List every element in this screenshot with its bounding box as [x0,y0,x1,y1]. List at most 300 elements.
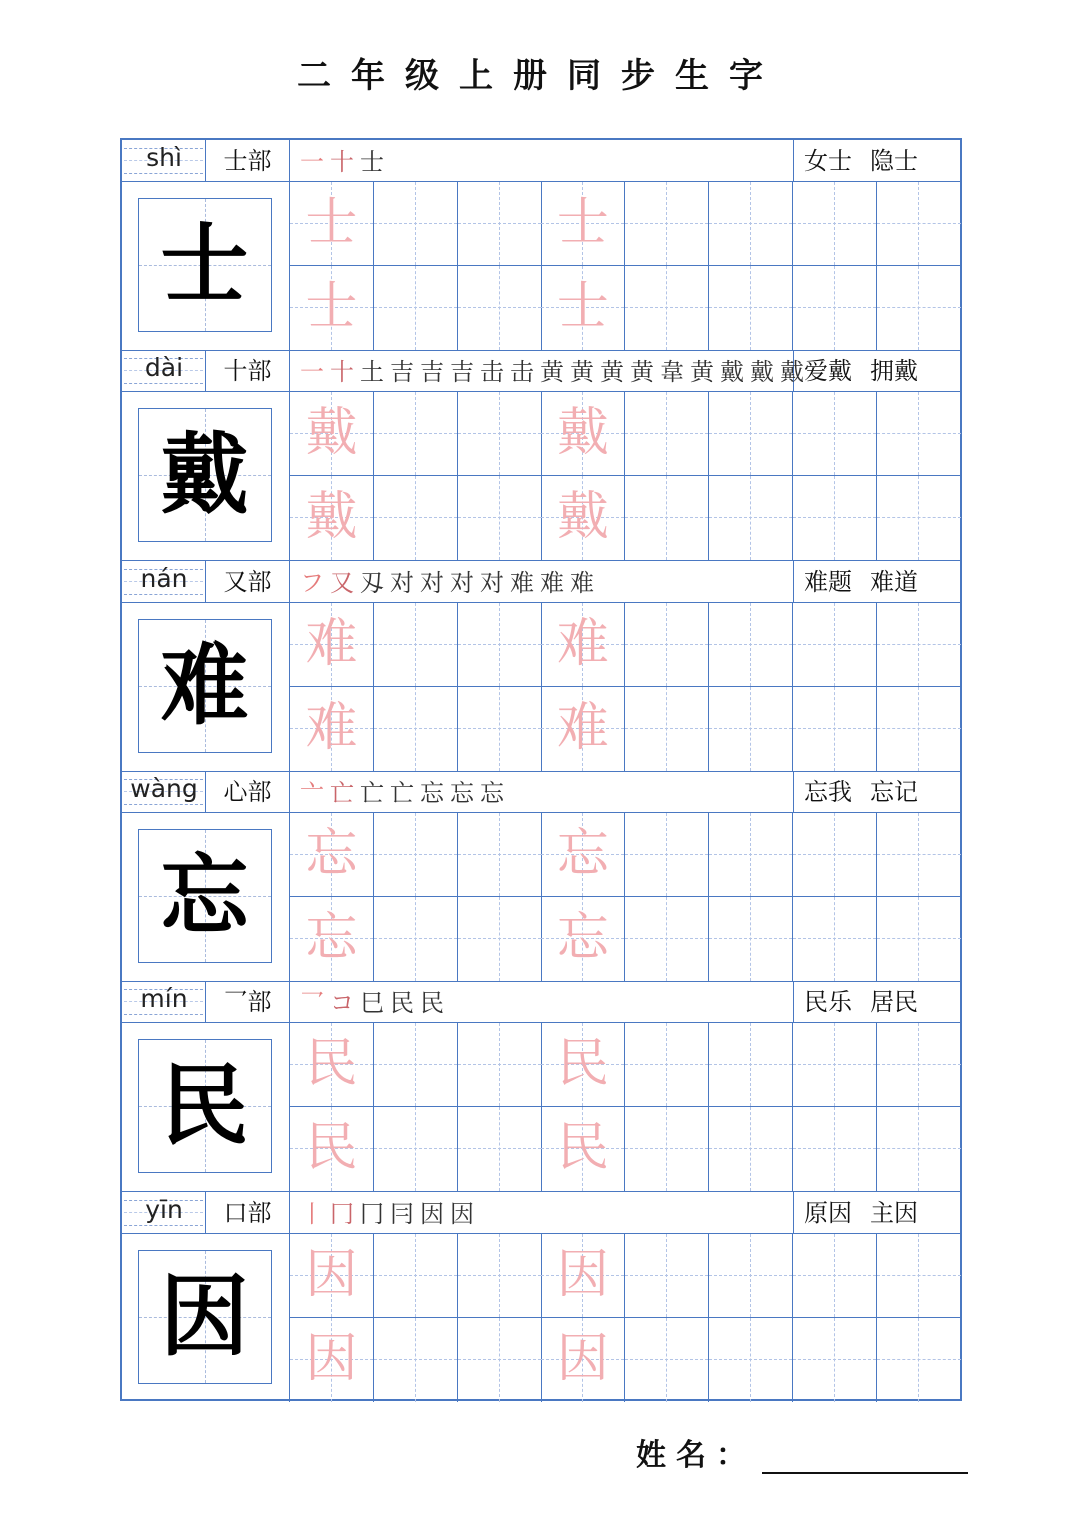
character-block [122,771,960,982]
practice-cell[interactable] [541,813,625,897]
cell-guide-vertical [499,813,500,896]
practice-cell[interactable] [793,476,877,560]
practice-grid [290,603,960,771]
practice-cell[interactable] [877,1107,961,1191]
cell-guide-vertical [666,1023,667,1106]
cell-guide-vertical [750,687,751,771]
practice-cell[interactable] [793,392,877,476]
cell-guide-horizontal [877,1064,961,1065]
practice-sheet [120,138,962,1401]
stroke-step: 忘 [420,778,444,807]
practice-cell[interactable] [290,476,374,560]
tracing-character: 因 [556,1244,609,1305]
stroke-step: 士 [360,148,384,176]
practice-cell[interactable] [709,1318,793,1402]
stroke-step: 亠 [300,778,324,807]
pinyin-cell [122,981,206,1023]
cell-guide-vertical [415,392,416,475]
stroke-order [290,1192,794,1234]
practice-cell[interactable] [625,266,709,350]
tracing-character: 士 [556,277,609,337]
main-character-area [122,813,290,981]
cell-guide-vertical [834,813,835,896]
tracing-character: 士 [305,193,358,253]
character-block [122,350,960,561]
cell-guide-horizontal [877,1359,961,1360]
stroke-step: 黄 [540,358,564,387]
tracing-character: 忘 [305,907,358,968]
practice-cell[interactable] [374,1234,458,1318]
practice-cell[interactable] [709,476,793,560]
cell-guide-vertical [666,182,667,265]
practice-cell[interactable] [374,182,458,266]
stroke-step: 戴 [720,358,744,387]
tracing-character: 民 [556,1034,609,1095]
practice-cell[interactable] [709,687,793,771]
main-character-area [122,1234,290,1402]
practice-cell[interactable] [877,813,961,897]
stroke-step: 因 [450,1199,474,1228]
practice-cell[interactable] [374,813,458,897]
stroke-step: 黄 [690,358,714,387]
practice-cell[interactable] [793,1234,877,1318]
tian-grid-box [138,829,272,963]
practice-cell[interactable] [458,603,542,687]
tracing-character: 民 [556,1118,609,1179]
cell-guide-vertical [918,813,919,896]
practice-cell[interactable] [290,897,374,981]
stroke-step: 戴 [750,358,774,387]
practice-cell[interactable] [458,1318,542,1402]
example-word: 女士 [804,147,852,175]
practice-cell[interactable] [877,1234,961,1318]
practice-cell[interactable] [793,266,877,350]
practice-cell[interactable] [541,392,625,476]
cell-guide-vertical [415,1318,416,1402]
pinyin-text: dài [144,353,184,383]
practice-cell[interactable] [374,687,458,771]
cell-guide-vertical [750,1318,751,1402]
stroke-step: フ [300,568,324,597]
cell-guide-vertical [499,1234,500,1317]
stroke-order [290,350,804,392]
stroke-step: 丨 [300,1199,324,1228]
example-words [794,1192,960,1234]
character-block [122,140,960,351]
character-header-row [122,1192,960,1234]
cell-guide-vertical [834,1107,835,1191]
practice-cell[interactable] [541,266,625,350]
cell-guide-vertical [415,603,416,686]
practice-cell[interactable] [374,266,458,350]
character-header-row [122,771,960,813]
practice-cell[interactable] [374,392,458,476]
radical-label: 乛部 [206,981,290,1023]
practice-cell[interactable] [290,182,374,266]
practice-cell[interactable] [374,603,458,687]
practice-cell[interactable] [290,266,374,350]
practice-cell[interactable] [541,1234,625,1318]
stroke-step: 击 [510,358,534,387]
stroke-step: 忘 [450,778,474,807]
practice-cell[interactable] [541,1023,625,1107]
practice-cell[interactable] [541,476,625,560]
cell-guide-vertical [918,476,919,560]
practice-cell[interactable] [793,1023,877,1107]
pinyin-cell [122,561,206,603]
cell-guide-vertical [666,603,667,686]
pinyin-cell [122,140,206,182]
practice-cell[interactable] [290,1234,374,1318]
practice-cell[interactable] [793,813,877,897]
cell-guide-horizontal [877,1148,961,1149]
stroke-order [290,561,794,603]
tracing-character: 难 [556,613,609,674]
cell-guide-vertical [918,1318,919,1402]
name-blank-line[interactable] [762,1438,968,1474]
cell-guide-vertical [415,897,416,981]
example-words [794,350,960,392]
cell-guide-vertical [750,897,751,981]
stroke-step: 民 [420,989,444,1018]
example-word: 主因 [870,1198,918,1227]
pinyin-cell [122,771,206,813]
example-words [794,561,960,603]
main-character-area [122,1023,290,1191]
cell-guide-vertical [918,182,919,265]
cell-guide-vertical [666,1107,667,1191]
practice-cell[interactable] [877,476,961,560]
cell-guide-vertical [834,1023,835,1106]
stroke-step: 乛 [300,989,324,1018]
tracing-character: 忘 [305,823,358,884]
cell-guide-vertical [666,813,667,896]
name-label: 姓名： [636,1438,756,1473]
stroke-step: 韋 [660,358,684,387]
practice-cell[interactable] [458,813,542,897]
cell-guide-vertical [415,1234,416,1317]
example-word: 难题 [804,567,852,596]
practice-cell[interactable] [625,687,709,771]
stroke-step: 吉 [420,358,444,387]
practice-cell[interactable] [541,687,625,771]
stroke-step: 十 [330,358,354,387]
example-words [794,771,960,813]
stroke-step: 亡 [360,778,384,807]
cell-guide-vertical [499,476,500,560]
cell-guide-vertical [750,1023,751,1106]
cell-guide-vertical [499,687,500,771]
cell-guide-vertical [415,1023,416,1106]
practice-cell[interactable] [458,266,542,350]
tian-grid-box [138,1250,272,1384]
practice-cell[interactable] [709,1234,793,1318]
stroke-step: 对 [480,568,504,597]
pinyin-text: yīn [145,1194,183,1224]
cell-guide-horizontal [877,644,961,645]
practice-cell[interactable] [374,1107,458,1191]
pinyin-text: wàng [130,773,198,803]
practice-cell[interactable] [709,603,793,687]
radical-label: 士部 [206,140,290,182]
practice-cell[interactable] [374,1318,458,1402]
practice-cell[interactable] [290,392,374,476]
cell-guide-vertical [834,1318,835,1402]
practice-cell[interactable] [625,813,709,897]
practice-cell[interactable] [877,1023,961,1107]
tian-grid-box [138,198,272,332]
main-character-area [122,603,290,771]
cell-guide-vertical [750,813,751,896]
practice-cell[interactable] [458,1107,542,1191]
main-character: 民 [160,1053,249,1158]
stroke-step: 对 [420,568,444,597]
cell-guide-vertical [918,897,919,981]
tracing-character: 戴 [556,403,609,464]
cell-guide-vertical [415,687,416,771]
stroke-step: 亡 [330,778,354,807]
cell-guide-vertical [918,392,919,475]
practice-cell[interactable] [709,813,793,897]
practice-grid [290,1234,960,1402]
practice-cell[interactable] [877,266,961,350]
practice-cell[interactable] [877,897,961,981]
practice-cell[interactable] [793,182,877,266]
practice-cell[interactable] [877,182,961,266]
practice-cell[interactable] [458,687,542,771]
main-character: 因 [160,1263,249,1368]
stroke-step: 忘 [480,778,504,807]
practice-cell[interactable] [625,1107,709,1191]
practice-cell[interactable] [877,687,961,771]
example-word: 居民 [870,988,918,1017]
page-title: 二年级上册同步生字 [297,56,783,96]
stroke-step: 土 [360,358,384,387]
main-character-area [122,182,290,350]
cell-guide-vertical [666,476,667,560]
cell-guide-vertical [415,476,416,560]
practice-cell[interactable] [793,603,877,687]
practice-cell[interactable] [290,1318,374,1402]
radical-label: 又部 [206,561,290,603]
tracing-character: 戴 [305,403,358,464]
example-words [794,140,960,182]
practice-cell[interactable] [709,266,793,350]
stroke-order [290,981,794,1023]
practice-cell[interactable] [374,1023,458,1107]
cell-guide-vertical [499,603,500,686]
practice-cell[interactable] [458,897,542,981]
stroke-step: 对 [390,568,414,597]
stroke-step: 冃 [390,1199,414,1228]
main-character: 忘 [160,842,249,947]
cell-guide-horizontal [877,433,961,434]
cell-guide-vertical [750,182,751,265]
tracing-character: 难 [305,613,358,674]
stroke-step: 对 [450,568,474,597]
character-block [122,561,960,772]
practice-cell[interactable] [541,897,625,981]
radical-label: 十部 [206,350,290,392]
practice-cell[interactable] [458,392,542,476]
stroke-step: 黄 [630,358,654,387]
practice-cell[interactable] [541,1318,625,1402]
tracing-character: 民 [305,1034,358,1095]
practice-cell[interactable] [625,182,709,266]
practice-cell[interactable] [290,1107,374,1191]
stroke-step: コ [330,989,354,1018]
practice-cell[interactable] [625,1234,709,1318]
main-character: 难 [160,632,249,737]
cell-guide-vertical [918,687,919,771]
practice-cell[interactable] [793,897,877,981]
stroke-step: 吉 [390,358,414,387]
cell-guide-vertical [750,392,751,475]
pinyin-cell [122,350,206,392]
example-word: 忘记 [870,777,918,806]
practice-cell[interactable] [458,1023,542,1107]
example-words [794,981,960,1023]
tracing-character: 忘 [556,823,609,884]
practice-cell[interactable] [793,1318,877,1402]
practice-cell[interactable] [625,1318,709,1402]
stroke-step: 难 [540,568,564,597]
tracing-character: 戴 [305,487,358,548]
stroke-step: 亡 [390,778,414,807]
stroke-step: 民 [390,989,414,1018]
practice-grid [290,813,960,981]
cell-guide-vertical [499,182,500,265]
practice-cell[interactable] [458,182,542,266]
practice-cell[interactable] [541,182,625,266]
cell-guide-vertical [666,1318,667,1402]
character-header-row [122,350,960,392]
cell-guide-vertical [666,687,667,771]
stroke-step: 冂 [330,1199,354,1228]
cell-guide-vertical [499,1107,500,1191]
cell-guide-vertical [415,813,416,896]
pinyin-text: shì [146,143,182,172]
tian-grid-box [138,408,272,542]
cell-guide-vertical [750,1107,751,1191]
cell-guide-vertical [918,1023,919,1106]
cell-guide-vertical [750,476,751,560]
pinyin-text: mín [140,984,188,1014]
practice-cell[interactable] [709,182,793,266]
practice-cell[interactable] [793,687,877,771]
practice-cell[interactable] [374,476,458,560]
practice-cell[interactable] [290,813,374,897]
practice-cell[interactable] [458,476,542,560]
practice-cell[interactable] [709,897,793,981]
practice-cell[interactable] [625,392,709,476]
cell-guide-vertical [499,1318,500,1402]
cell-guide-vertical [415,266,416,350]
example-word: 隐士 [870,147,918,175]
name-field [636,1430,976,1480]
cell-guide-vertical [415,182,416,265]
cell-guide-vertical [834,182,835,265]
main-character: 士 [160,212,249,316]
example-word: 难道 [870,567,918,596]
cell-guide-horizontal [877,854,961,855]
stroke-step: 吉 [450,358,474,387]
practice-cell[interactable] [374,897,458,981]
stroke-step: 巳 [360,989,384,1018]
practice-cell[interactable] [709,1107,793,1191]
tian-grid-box [138,619,272,753]
character-header-row [122,140,960,182]
practice-cell[interactable] [625,603,709,687]
cell-guide-horizontal [877,728,961,729]
practice-cell[interactable] [625,1023,709,1107]
cell-guide-vertical [834,1234,835,1317]
tian-grid-box [138,1039,272,1173]
cell-guide-vertical [918,1234,919,1317]
cell-guide-vertical [918,266,919,350]
cell-guide-vertical [499,392,500,475]
cell-guide-vertical [918,603,919,686]
cell-guide-vertical [750,266,751,350]
stroke-step: 十 [330,148,354,176]
practice-cell[interactable] [877,392,961,476]
cell-guide-vertical [834,476,835,560]
character-header-row [122,981,960,1023]
practice-cell[interactable] [877,603,961,687]
practice-cell[interactable] [625,897,709,981]
practice-cell[interactable] [793,1107,877,1191]
practice-cell[interactable] [709,1023,793,1107]
stroke-step: 难 [570,568,594,597]
example-word: 拥戴 [870,357,918,386]
main-character: 戴 [160,422,249,527]
tracing-character: 忘 [556,907,609,968]
stroke-step: 难 [510,568,534,597]
practice-cell[interactable] [541,1107,625,1191]
stroke-step: 刄 [360,568,384,597]
cell-guide-vertical [918,1107,919,1191]
stroke-step: 因 [420,1199,444,1228]
tracing-character: 因 [556,1328,609,1389]
cell-guide-vertical [499,1023,500,1106]
practice-cell[interactable] [625,476,709,560]
stroke-step: 又 [330,568,354,597]
pinyin-text: nán [140,563,188,593]
radical-label: 口部 [206,1192,290,1234]
stroke-step: 击 [480,358,504,387]
cell-guide-vertical [834,603,835,686]
example-word: 民乐 [804,988,852,1017]
cell-guide-vertical [666,897,667,981]
cell-guide-vertical [666,266,667,350]
cell-guide-horizontal [877,1275,961,1276]
cell-guide-vertical [666,1234,667,1317]
cell-guide-vertical [834,897,835,981]
tracing-character: 士 [556,193,609,253]
practice-cell[interactable] [709,392,793,476]
tracing-character: 民 [305,1118,358,1179]
practice-grid [290,182,960,350]
practice-cell[interactable] [541,603,625,687]
practice-cell[interactable] [290,603,374,687]
practice-cell[interactable] [877,1318,961,1402]
practice-cell[interactable] [290,1023,374,1107]
practice-cell[interactable] [458,1234,542,1318]
tracing-character: 难 [556,697,609,758]
character-block [122,981,960,1192]
practice-cell[interactable] [290,687,374,771]
cell-guide-vertical [834,687,835,771]
